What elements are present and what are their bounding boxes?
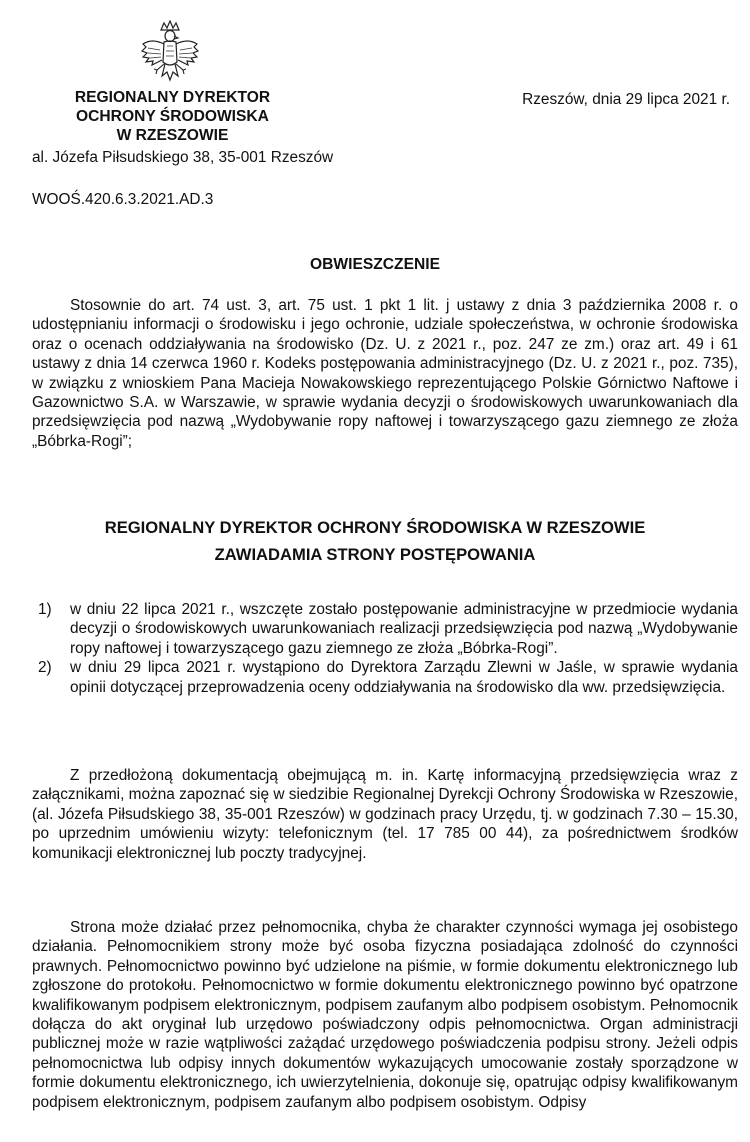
- authority-address: al. Józefa Piłsudskiego 38, 35-001 Rzeszów: [32, 149, 334, 166]
- notice-list: [32, 600, 738, 697]
- authority-line: W RZESZOWIE: [116, 127, 229, 144]
- section-heading-authority: REGIONALNY DYREKTOR OCHRONY ŚRODOWISKA W RZESZOWIE: [104, 518, 646, 537]
- intro-paragraph: Stosownie do art. 74 ust. 3, art. 75 ust. 1 pkt 1 lit. j ustawy z dnia 3 października 2008 r. o udostępnianiu informacji o środowisku i jego ochronie, udziale społeczeństwa, w ochronie środowiska oraz o ocenach oddziaływania na środowisko (Dz. U. z 2021 r., poz. 247 ze zm.) oraz art. 49 i 61 ustawy z dnia 14 czerwca 1960 r. Kodeks postępowania administracyjnego (Dz. U. z 2021 r., poz. 735), w związku z wnioskiem Pana Macieja Nowakowskiego reprezentującego Polskie Górnictwo Naftowe i Gazownictwo S.A. w Warszawie, w sprawie wydania decyzji o środowiskowych uwarunkowaniach dla przedsięwzięcia pod nazwą „Wydobywanie ropy naftowej i towarzyszącego gazu ziemnego ze złoża „Bóbrka-Rogi”;: [32, 297, 738, 450]
- authority-line: OCHRONY ŚRODOWISKA: [76, 108, 269, 125]
- section-heading-notice: ZAWIADAMIA STRONY POSTĘPOWANIA: [214, 545, 536, 564]
- list-item-text: w dniu 29 lipca 2021 r. wystąpiono do Dyrektora Zarządu Zlewni w Jaśle, w sprawie wydania opinii dotyczącej przeprowadzenia oceny oddziaływania na środowisko dla ww. przedsięwzięcia.: [70, 659, 738, 696]
- list-item: [32, 658, 738, 697]
- attorney-paragraph: Strona może działać przez pełnomocnika, chyba że charakter czynności wymaga jej osobistego działania. Pełnomocnikiem strony może być osoba fizyczna posiadająca zdolność do czynności prawnych. Pełnomocnictwo powinno być udzielone na piśmie, w formie dokumentu elektronicznego lub zgłoszone do protokołu. Pełnomocnictwo w formie dokumentu elektronicznego powinno być opatrzone kwalifikowanym podpisem elektronicznym, podpisem zaufanym albo podpisem osobistym. Pełnomocnik dołącza do akt oryginał lub urzędowo poświadczony odpis pełnomocnictwa. Organ administracji publicznej może w razie wątpliwości zażądać urzędowego poświadczenia podpisu strony. Jeżeli odpis pełnomocnictwa lub odpisy innych dokumentów wykazujących umocowanie zostały sporządzone w formie dokumentu elektronicznego, ich uwierzytelnienia, dokonuje się, opatrując odpisy kwalifikowanym podpisem elektronicznym, podpisem zaufanym albo podpisem osobistym. Odpisy: [32, 919, 738, 1111]
- polish-eagle-emblem-icon: [140, 20, 200, 88]
- case-number: WOOŚ.420.6.3.2021.AD.3: [32, 191, 214, 208]
- list-item-text: w dniu 22 lipca 2021 r., wszczęte zostało postępowanie administracyjne w przedmiocie wydania decyzji o środowiskowych uwarunkowaniach realizacji przedsięwzięcia pod nazwą „Wydobywanie ropy naftowej i towarzyszącego gazu ziemnego ze złoża „Bóbrka-Rogi”.: [70, 601, 738, 657]
- list-item-number: 1): [38, 601, 52, 618]
- document-title: OBWIESZCZENIE: [310, 256, 440, 273]
- issuing-authority: [60, 88, 285, 145]
- documentation-paragraph: Z przedłożoną dokumentacją obejmującą m. in. Kartę informacyjną przedsięwzięcia wraz z załącznikami, można zapoznać się w siedzibie Regionalnej Dyrekcji Ochrony Środowiska w Rzeszowie, (al. Józefa Piłsudskiego 38, 35-001 Rzeszów) w godzinach pracy Urzędu, tj. w godzinach 7.30 – 15.30, po uprzednim umówieniu wizyty: telefonicznym (tel. 17 785 00 44), za pośrednictwem środków komunikacji elektronicznej lub poczty tradycyjnej.: [32, 767, 738, 862]
- authority-line: REGIONALNY DYREKTOR: [74, 89, 271, 106]
- list-item-number: 2): [38, 659, 52, 677]
- list-item: [32, 600, 738, 658]
- document-date: Rzeszów, dnia 29 lipca 2021 r.: [522, 91, 730, 108]
